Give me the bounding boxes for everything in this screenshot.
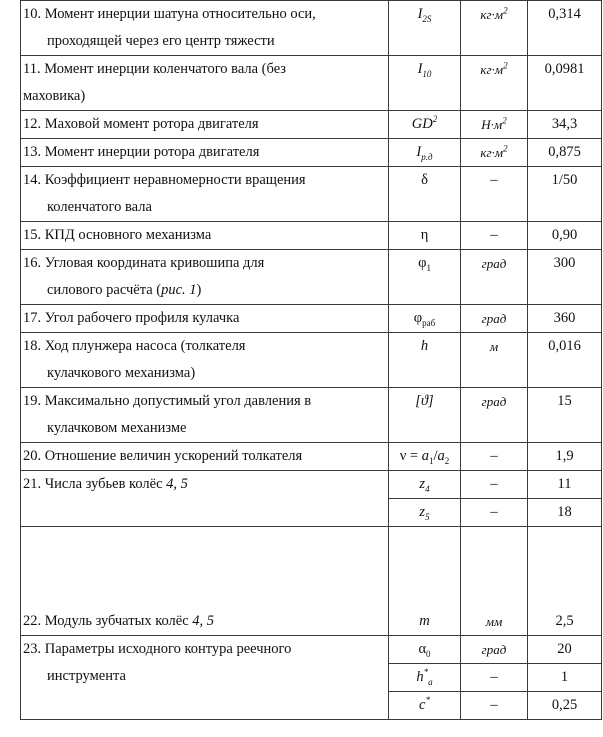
parameters-table (20, 0, 602, 720)
param-value: 2,5 (528, 527, 602, 636)
param-unit: – (461, 167, 528, 222)
param-name: 15. КПД основного механизма (21, 222, 389, 250)
param-symbol: c* (389, 692, 461, 720)
param-unit: $кг\cdot м^2$ (461, 56, 528, 111)
param-symbol: m (389, 527, 461, 636)
param-symbol: $\varphi_{раб}$ (389, 305, 461, 333)
param-unit: $Н\cdot м^2$ (461, 111, 528, 139)
table-row (21, 222, 602, 250)
param-symbol: $I_{р.д}$ (389, 139, 461, 167)
param-symbol: $GD^2$ (389, 111, 461, 139)
param-name: 14. Коэффициент неравномерности вращения коленчатого вала (21, 167, 389, 222)
table-row (21, 471, 602, 499)
param-name: 13. Момент инерции ротора двигателя (21, 139, 389, 167)
table-row (21, 527, 602, 636)
table-row (21, 443, 602, 471)
param-name: 20. Отношение величин ускорений толкателя (21, 443, 389, 471)
table-row (21, 139, 602, 167)
param-unit: град (461, 636, 528, 664)
param-unit: м (461, 333, 528, 388)
param-value: 0,875 (528, 139, 602, 167)
param-unit: $кг\cdot м^2$ (461, 1, 528, 56)
param-symbol: η (389, 222, 461, 250)
param-unit: град (461, 250, 528, 305)
param-value: 0,0981 (528, 56, 602, 111)
param-value: 0,016 (528, 333, 602, 388)
table-row (21, 167, 602, 222)
param-value: 0,314 (528, 1, 602, 56)
param-unit: – (461, 499, 528, 527)
param-value: 15 (528, 388, 602, 443)
param-symbol: $z_4$ (389, 471, 461, 499)
param-unit: град (461, 388, 528, 443)
table-row (21, 333, 602, 388)
param-unit: $кг\cdot м^2$ (461, 139, 528, 167)
param-value: 34,3 (528, 111, 602, 139)
param-symbol: h (389, 333, 461, 388)
param-name: 17. Угол рабочего профиля кулачка (21, 305, 389, 333)
param-value: 11 (528, 471, 602, 499)
param-value: 1 (528, 664, 602, 692)
param-symbol: $\nu = a_1/a_2$ (389, 443, 461, 471)
table-row (21, 111, 602, 139)
param-unit: мм (461, 527, 528, 636)
param-name: 12. Маховой момент ротора двигателя (21, 111, 389, 139)
param-name: 10. Момент инерции шатуна относительно оси, проходящей через его центр тяжести (21, 1, 389, 56)
param-value: 0,90 (528, 222, 602, 250)
param-name: 11. Момент инерции коленчатого вала (без маховика) (21, 56, 389, 111)
param-symbol: [ϑ] (389, 388, 461, 443)
table-row (21, 250, 602, 305)
param-name: 19. Максимально допустимый угол давления в кулачковом механизме (21, 388, 389, 443)
param-value: 1,9 (528, 443, 602, 471)
param-unit: – (461, 471, 528, 499)
param-unit: – (461, 222, 528, 250)
param-unit: – (461, 692, 528, 720)
param-symbol: $\alpha_0$ (389, 636, 461, 664)
param-unit: – (461, 443, 528, 471)
param-value: 20 (528, 636, 602, 664)
param-value: 18 (528, 499, 602, 527)
param-name: 21. Числа зубьев колёс 4, 5 (21, 471, 389, 527)
table-row (21, 636, 602, 664)
param-value: 300 (528, 250, 602, 305)
table-row (21, 305, 602, 333)
param-name: 16. Угловая координата кривошипа для силового расчёта (рис. 1) (21, 250, 389, 305)
param-name: 22. Модуль зубчатых колёс 4, 5 (21, 527, 389, 636)
param-symbol: $I_{10}$ (389, 56, 461, 111)
table-row (21, 388, 602, 443)
param-value: 1/50 (528, 167, 602, 222)
param-symbol: $z_5$ (389, 499, 461, 527)
param-name: 23. Параметры исходного контура реечного инструмента (21, 636, 389, 720)
param-symbol: $I_{2S}$ (389, 1, 461, 56)
param-value: 0,25 (528, 692, 602, 720)
param-unit: град (461, 305, 528, 333)
param-value: 360 (528, 305, 602, 333)
param-symbol: $\varphi_1$ (389, 250, 461, 305)
param-symbol: $h^*_a$ (389, 664, 461, 692)
param-unit: – (461, 664, 528, 692)
param-symbol: δ (389, 167, 461, 222)
table-row (21, 1, 602, 56)
table-row (21, 56, 602, 111)
param-name: 18. Ход плунжера насоса (толкателя кулачкового механизма) (21, 333, 389, 388)
